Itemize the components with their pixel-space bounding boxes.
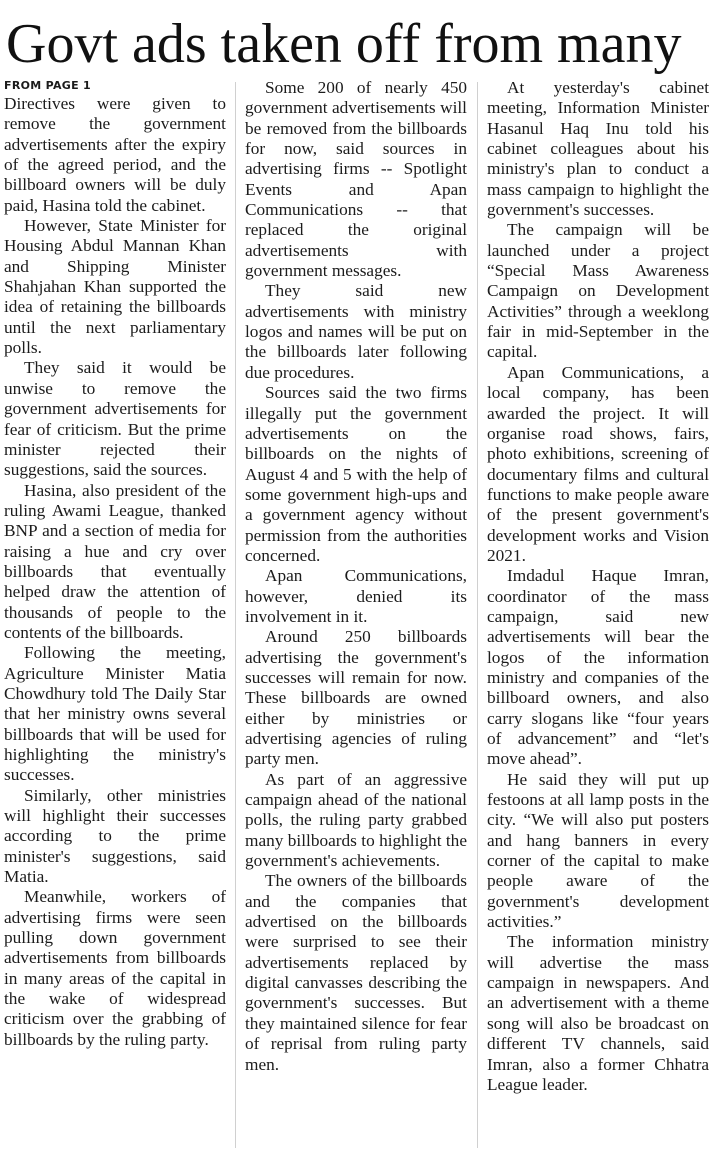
article-column-2 xyxy=(245,78,467,1154)
article-paragraph: However, State Minister for Housing Abdul Mannan Khan and Shipping Minister Shahjahan Khan supported the idea of retaining the billboards until the next parliamentary polls. xyxy=(4,216,226,358)
article-paragraph: As part of an aggressive campaign ahead of the national polls, the ruling party grabbed many billboards to highlight the government's achievements. xyxy=(245,769,467,871)
article-paragraph: Directives were given to remove the government advertisements after the expiry of the agreed period, and the billboard owners will be duly paid, Hasina told the cabinet. xyxy=(4,94,226,215)
article-paragraph: Hasina, also president of the ruling Awami League, thanked BNP and a section of media for raising a hue and cry over billboards that eventually helped draw the attention of thousands of people to the contents of the billboards. xyxy=(4,480,226,642)
article-paragraph: Meanwhile, workers of advertising firms were seen pulling down government advertisements from billboards in many areas of the capital in the wake of widespread criticism over the grabbing of billboards by the ruling party. xyxy=(4,887,226,1049)
article-body xyxy=(4,78,712,1154)
article-paragraph: They said it would be unwise to remove the government advertisements for fear of criticism. But the prime minister rejected their suggestions, said the sources. xyxy=(4,358,226,480)
article-paragraph: Imdadul Haque Imran, coordinator of the mass campaign, said new advertisements will bear the logos of the information ministry and companies of the billboard owners, and also carry slogans like “four years of advancement” and “let's move ahead”. xyxy=(487,566,709,769)
article-paragraph: The owners of the billboards and the companies that advertised on the billboards were surprised to see their advertisements replaced by digital canvasses describing the government's successes. But they maintained silence for fear of reprisal from ruling party men. xyxy=(245,871,467,1074)
article-paragraph: The information ministry will advertise the mass campaign in newspapers. And an advertisement with a theme song will also be broadcast on different TV channels, said Imran, also a former Chhatra League leader. xyxy=(487,932,709,1094)
article-paragraph: Apan Communications, however, denied its involvement in it. xyxy=(245,566,467,626)
article-paragraph: Apan Communications, a local company, has been awarded the project. It will organise road shows, fairs, photo exhibitions, screening of documentary films and cultural functions to make people aware of the present government's development works and Vision 2021. xyxy=(487,362,709,565)
article-paragraph: Around 250 billboards advertising the government's successes will remain for now. These billboards are owned either by ministries or advertising agencies of ruling party men. xyxy=(245,627,467,769)
article-paragraph: He said they will put up festoons at all lamp posts in the city. “We will also put posters and hang banners in every corner of the capital to make people aware of the government's development activities.” xyxy=(487,769,709,932)
continued-from-label: FROM PAGE 1 xyxy=(4,79,92,92)
article-headline: Govt ads taken off from many xyxy=(6,13,682,75)
article-column-3 xyxy=(487,78,709,1154)
article-column-1 xyxy=(4,78,226,1154)
article-paragraph: They said new advertisements with ministry logos and names will be put on the billboards later following due procedures. xyxy=(245,281,467,382)
article-paragraph: Some 200 of nearly 450 government advertisements will be removed from the billboards for now, said sources in advertising firms -- Spotlight Events and Apan Communications -- that replaced the original advertisements with government messages. xyxy=(245,78,467,281)
article-paragraph: The campaign will be launched under a project “Special Mass Awareness Campaign on Development Activities” through a weeklong fair in mid-September in the capital. xyxy=(487,220,709,362)
article-paragraph: At yesterday's cabinet meeting, Information Minister Hasanul Haq Inu told his cabinet colleagues about his ministry's plan to conduct a mass campaign to highlight the government's successes. xyxy=(487,78,709,220)
article-paragraph: Following the meeting, Agriculture Minister Matia Chowdhury told The Daily Star that her ministry owns several billboards that will be used for highlighting the ministry's successes. xyxy=(4,643,226,785)
article-paragraph: Similarly, other ministries will highlight their successes according to the prime minister's suggestions, said Matia. xyxy=(4,785,226,887)
article-paragraph: Sources said the two firms illegally put the government advertisements on the billboards on the nights of August 4 and 5 with the help of some government high-ups and a government agency without permission from the authorities concerned. xyxy=(245,383,467,565)
